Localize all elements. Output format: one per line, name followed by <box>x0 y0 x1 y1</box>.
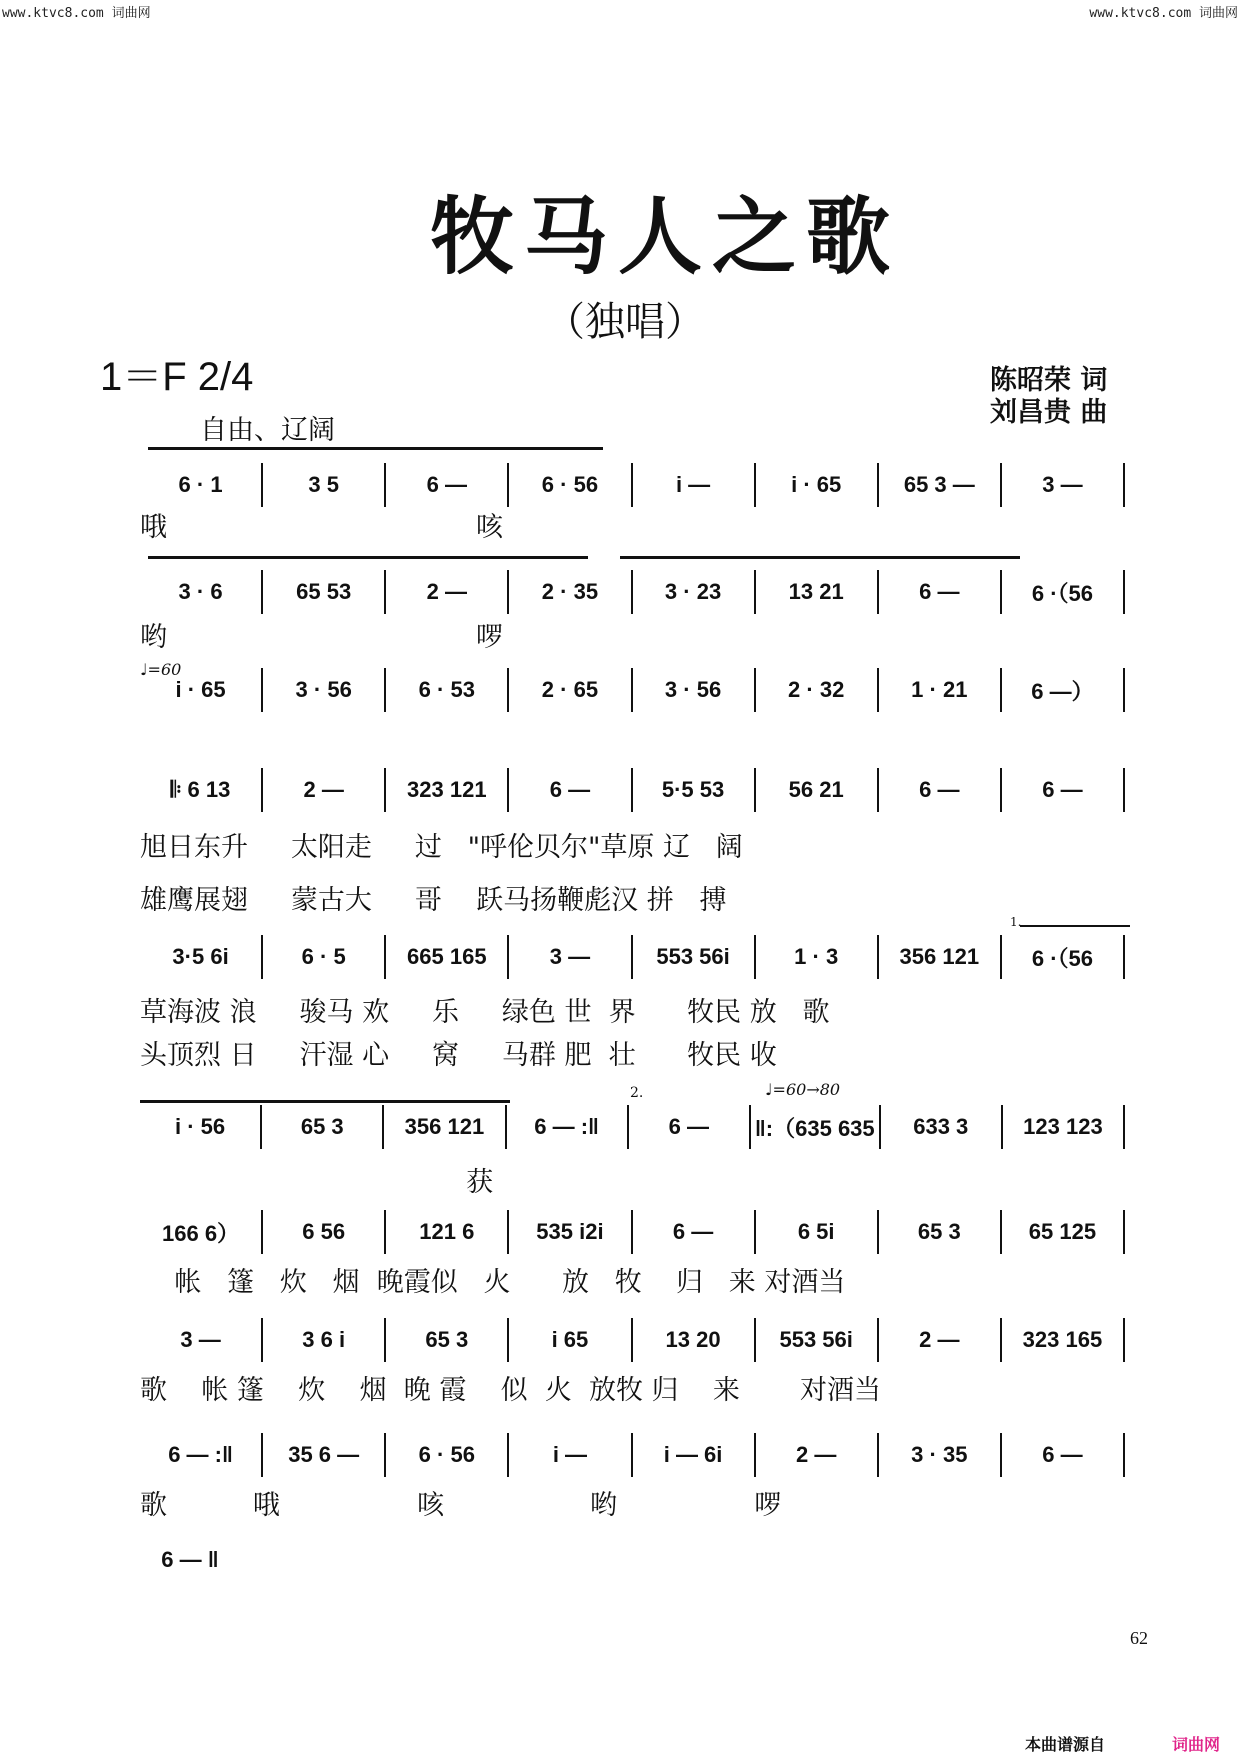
measure: i · 65 <box>140 668 263 712</box>
measure: 65 3 <box>262 1105 384 1149</box>
song-subtitle: （独唱） <box>545 299 705 345</box>
measure: 6 ·（56 <box>1002 570 1125 614</box>
measure: 1 · 21 <box>879 668 1002 712</box>
measure: 2 · 65 <box>509 668 632 712</box>
measure: 3 · 35 <box>879 1433 1002 1477</box>
measure: 356 121 <box>879 935 1002 979</box>
measure: 6 5i <box>756 1210 879 1254</box>
measure: i · 65 <box>756 463 879 507</box>
measure: 56 21 <box>756 768 879 812</box>
lyric-line: 帐 篷 炊 烟 晚霞似 火 放 牧 归 来 对酒当 <box>140 1267 846 1298</box>
credits <box>990 365 1107 429</box>
measure: 2 · 35 <box>509 570 632 614</box>
measure: i — 6i <box>633 1433 756 1477</box>
measure: 6 — <box>633 1210 756 1254</box>
measure: 356 121 <box>384 1105 506 1149</box>
measure: 3 · 56 <box>633 668 756 712</box>
song-title: 牧马人之歌 <box>430 187 901 286</box>
measure: 6 56 <box>263 1210 386 1254</box>
measure: 6 ·（56 <box>1002 935 1125 979</box>
footer-source-label: 本曲谱源自 <box>1025 1735 1106 1754</box>
score-row-7 <box>140 1210 1125 1254</box>
measure: 2 — <box>386 570 509 614</box>
measure: 6 · 56 <box>386 1433 509 1477</box>
measure: 6 · 5 <box>263 935 386 979</box>
measure: i · 56 <box>140 1105 262 1149</box>
measure: 6 — <box>879 570 1002 614</box>
score-row-5 <box>140 935 1125 979</box>
measure: 65 3 <box>386 1318 509 1362</box>
phrase-bracket <box>148 447 603 450</box>
phrase-bracket <box>140 1100 510 1103</box>
phrase-bracket <box>148 556 588 559</box>
volta-2: 2. <box>630 1085 644 1101</box>
measure: 13 21 <box>756 570 879 614</box>
measure: 166 6） <box>140 1210 263 1254</box>
measure: 3 5 <box>263 463 386 507</box>
score-row-2 <box>140 570 1125 614</box>
measure: 6 — <box>1002 768 1125 812</box>
page-number: 62 <box>1130 1628 1148 1648</box>
phrase-bracket <box>620 556 1020 559</box>
measure: 323 121 <box>386 768 509 812</box>
measure: 3 — <box>509 935 632 979</box>
measure: i — <box>509 1433 632 1477</box>
lyric-line-verse-2: 雄鹰展翅 蒙古大 哥 跃马扬鞭彪汉 拼 搏 <box>140 885 727 916</box>
lyric-line: 歌 哦 咳 哟 啰 <box>140 1490 782 1521</box>
measure: ‖:（635 635 <box>751 1105 881 1149</box>
measure: 3 · 56 <box>263 668 386 712</box>
measure: 2 — <box>756 1433 879 1477</box>
metronome-marking-2: ♩=60→80 <box>765 1080 841 1099</box>
tempo-marking: 自由、辽阔 <box>200 415 335 446</box>
measure: 6 —） <box>1002 668 1125 712</box>
measure: 3 · 23 <box>633 570 756 614</box>
lyric-line: 获 <box>140 1167 494 1198</box>
measure: 3 · 6 <box>140 570 263 614</box>
measure: 123 123 <box>1003 1105 1125 1149</box>
composer-credit: 刘昌贵 曲 <box>990 397 1108 428</box>
measure: 3 — <box>1002 463 1125 507</box>
measure: 6 — :‖ <box>507 1105 629 1149</box>
measure: 6 — <box>386 463 509 507</box>
score-row-9 <box>140 1433 1125 1477</box>
footer-site-name[interactable]: 词曲网 <box>1172 1735 1221 1754</box>
score-row-6 <box>140 1105 1125 1149</box>
score-row-10 <box>140 1538 240 1582</box>
measure: 2 — <box>263 768 386 812</box>
measure: 3·5 6i <box>140 935 263 979</box>
lyricist-credit: 陈昭荣 词 <box>990 365 1108 396</box>
measure: 323 165 <box>1002 1318 1125 1362</box>
key-signature: 1＝F 2/4 <box>100 355 254 399</box>
volta-1: 1. <box>1010 915 1022 929</box>
measure: 65 3 — <box>879 463 1002 507</box>
measure: 35 6 — <box>263 1433 386 1477</box>
lyric-line-verse-1: 旭日东升 太阳走 过 "呼伦贝尔"草原 辽 阔 <box>140 832 743 863</box>
score-row-8 <box>140 1318 1125 1362</box>
measure: 6 · 53 <box>386 668 509 712</box>
measure: 121 6 <box>386 1210 509 1254</box>
measure: 633 3 <box>881 1105 1003 1149</box>
final-measure: 6 — ‖ <box>161 1547 219 1572</box>
lyric-line: 哦 咳 <box>140 512 503 543</box>
score-row-1 <box>140 463 1125 507</box>
measure: 2 · 32 <box>756 668 879 712</box>
measure: 553 56i <box>756 1318 879 1362</box>
watermark-right: www.ktvc8.com 词曲网 <box>1089 6 1238 21</box>
metronome-marking: ♩=60 <box>140 660 182 679</box>
measure: 65 53 <box>263 570 386 614</box>
measure: i 65 <box>509 1318 632 1362</box>
lyric-line-verse-1: 草海波 浪 骏马 欢 乐 绿色 世 界 牧民 放 歌 <box>140 997 830 1028</box>
measure: 6 · 56 <box>509 463 632 507</box>
measure: 𝄆 6 13 <box>140 768 263 812</box>
measure: 6 — <box>879 768 1002 812</box>
volta-1-line <box>1020 925 1130 927</box>
score-row-4 <box>140 768 1125 812</box>
measure: 3 — <box>140 1318 263 1362</box>
measure: 65 3 <box>879 1210 1002 1254</box>
watermark-left: www.ktvc8.com 词曲网 <box>2 6 151 21</box>
measure: 13 20 <box>633 1318 756 1362</box>
measure: 535 i2i <box>509 1210 632 1254</box>
measure: 665 165 <box>386 935 509 979</box>
lyric-line-verse-2: 头顶烈 日 汗湿 心 窝 马群 肥 壮 牧民 收 <box>140 1040 777 1071</box>
measure: 2 — <box>879 1318 1002 1362</box>
measure: i — <box>633 463 756 507</box>
measure: 65 125 <box>1002 1210 1125 1254</box>
score-row-3 <box>140 668 1125 712</box>
measure: 6 — <box>1002 1433 1125 1477</box>
measure: 6 — <box>509 768 632 812</box>
lyric-line: 歌 帐 篷 炊 烟 晚 霞 似 火 放牧 归 来 对酒当 <box>140 1375 881 1406</box>
measure: 6 — <box>629 1105 751 1149</box>
measure: 6 · 1 <box>140 463 263 507</box>
measure: 1 · 3 <box>756 935 879 979</box>
lyric-line: 哟 啰 <box>140 622 503 653</box>
measure: 5·5 53 <box>633 768 756 812</box>
measure: 553 56i <box>633 935 756 979</box>
measure: 3 6 i <box>263 1318 386 1362</box>
measure: 6 — :‖ <box>140 1433 263 1477</box>
